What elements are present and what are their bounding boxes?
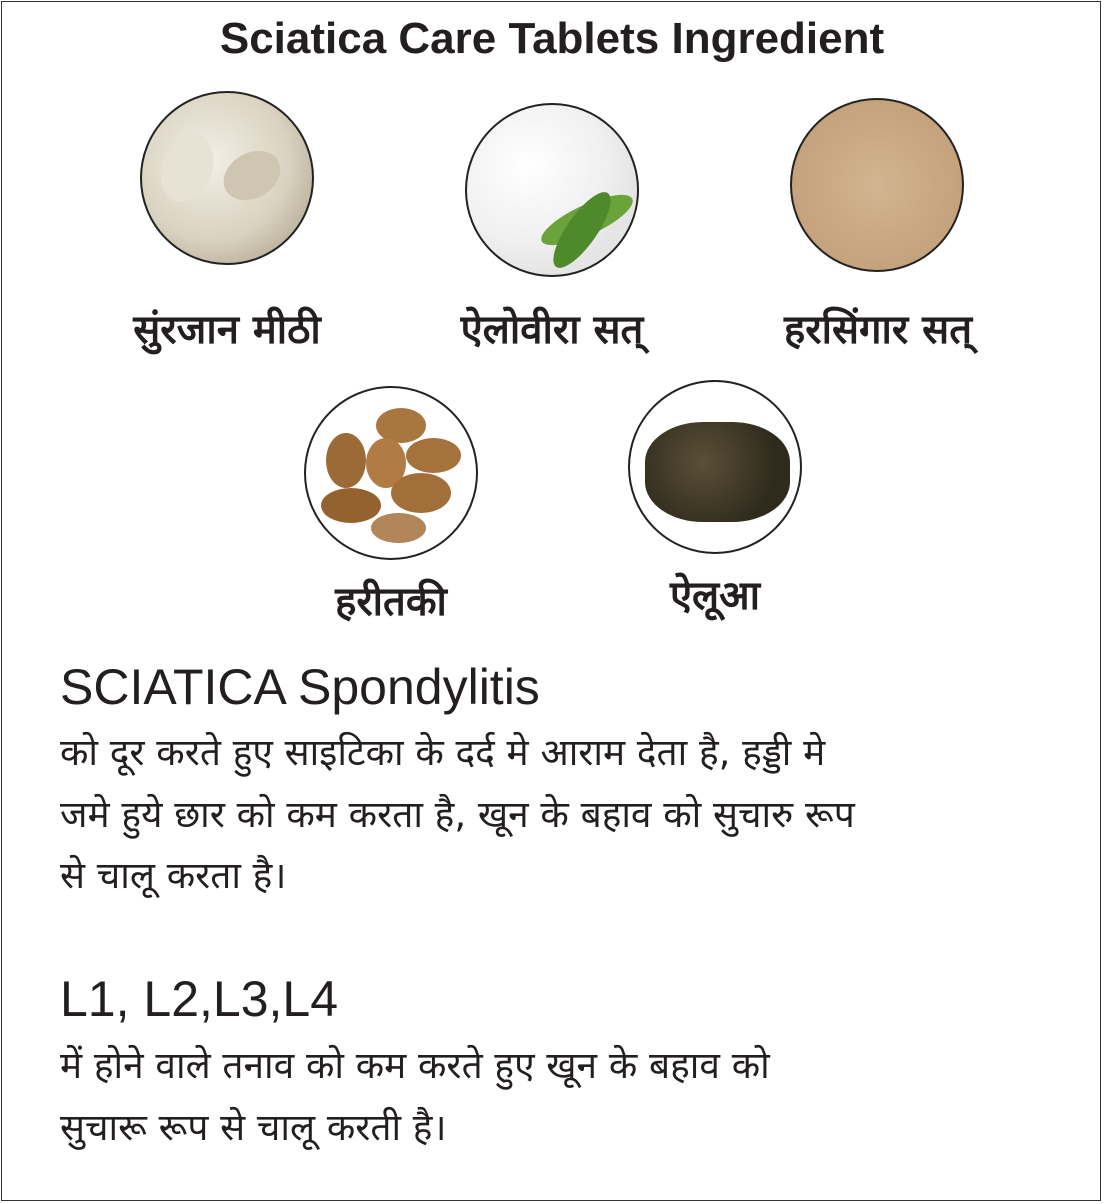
ingredient-label: हरीतकी xyxy=(335,579,447,625)
section2-heading: L1, L2,L3,L4 xyxy=(60,971,339,1027)
page-title: Sciatica Care Tablets Ingredient xyxy=(219,14,885,63)
haritaki-image xyxy=(304,386,478,560)
ingredient-label: सुंरजान मीठी xyxy=(133,307,321,353)
ingredient-label: ऐलूआ xyxy=(669,573,761,619)
aloe-vera-image xyxy=(465,103,639,277)
ingredient-label: ऐलोवीरा सत् xyxy=(460,307,644,353)
section2-line: सुचारू रूप से चालू करती है। xyxy=(60,1106,447,1149)
ingredient-label: हरसिंगार सत् xyxy=(783,307,972,353)
harsingar-image xyxy=(790,98,964,272)
section1-line: को दूर करते हुए साइटिका के दर्द मे आराम देता है, हड्डी मे xyxy=(60,731,826,774)
section1-line: जमे हुये छार को कम करता है, खून के बहाव को सुचारु रूप xyxy=(60,793,855,836)
section2-line: में होने वाले तनाव को कम करते हुए खून के बहाव को xyxy=(60,1044,770,1087)
section1-line: से चालू करता है। xyxy=(60,854,287,897)
elua-image xyxy=(628,380,802,554)
section1-heading: SCIATICA Spondylitis xyxy=(60,659,540,715)
suranjan-image xyxy=(140,91,314,265)
